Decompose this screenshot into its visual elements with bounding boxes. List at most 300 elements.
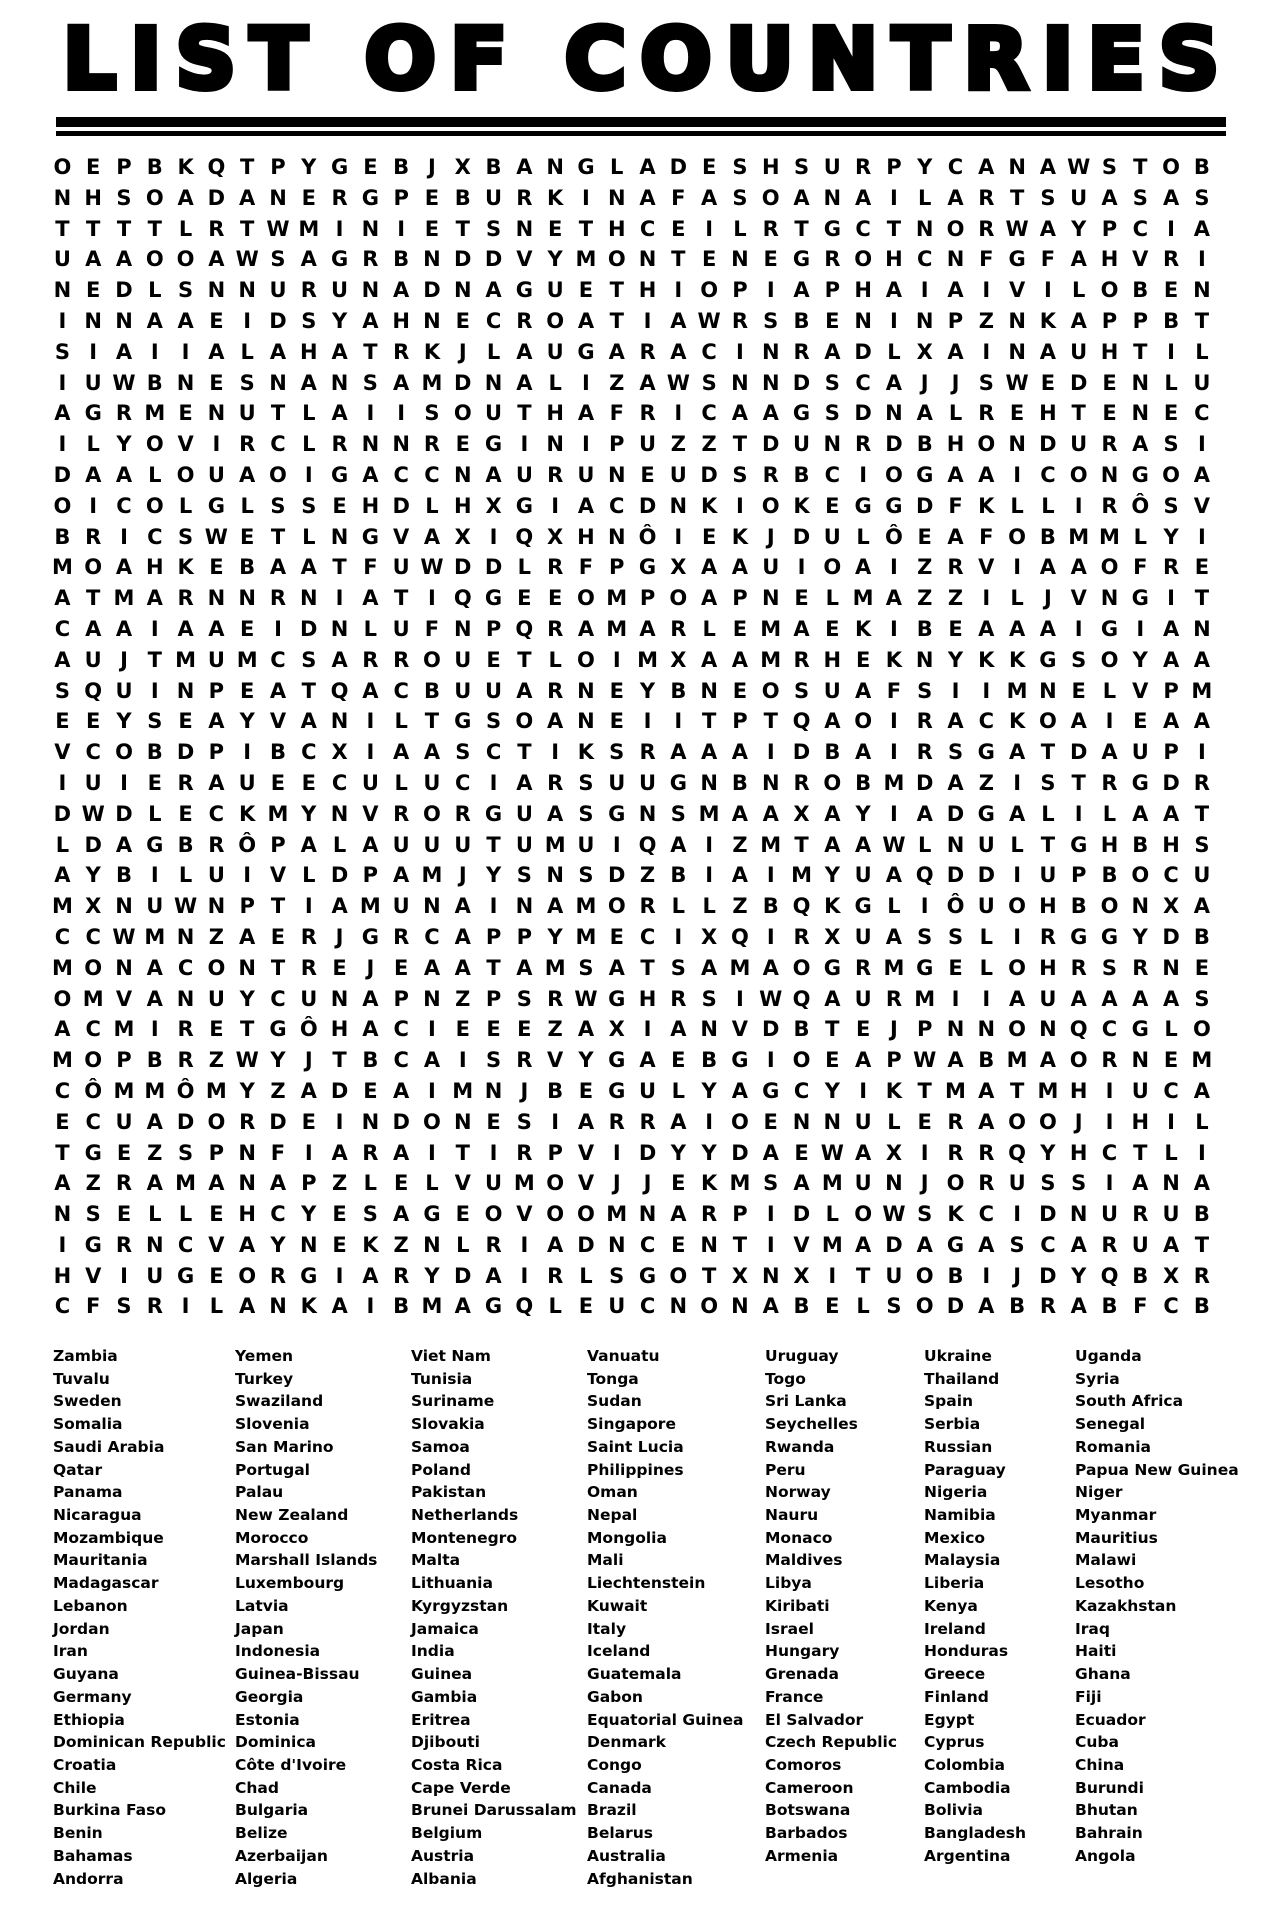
- grid-cell: E: [640, 462, 655, 487]
- word-list-item: Comoros: [765, 1755, 842, 1774]
- grid-cell: F: [86, 1294, 101, 1319]
- grid-cell: N: [700, 1232, 718, 1257]
- word-list-item: Rwanda: [765, 1437, 835, 1456]
- grid-cell: I: [150, 339, 159, 364]
- grid-cell: H: [1131, 1109, 1150, 1134]
- grid-cell: T: [517, 401, 532, 426]
- grid-cell: A: [978, 1294, 995, 1319]
- grid-cell: P: [208, 678, 225, 703]
- word-list-item: Myanmar: [1075, 1506, 1157, 1525]
- grid-cell: U: [1131, 1232, 1149, 1257]
- grid-cell: R: [947, 1109, 964, 1134]
- grid-cell: B: [670, 863, 687, 888]
- grid-cell: N: [546, 155, 564, 179]
- grid-cell: A: [1101, 986, 1118, 1011]
- grid-cell: S: [1071, 1171, 1087, 1196]
- grid-cell: A: [54, 863, 71, 888]
- grid-cell: E: [393, 1171, 409, 1196]
- grid-cell: A: [854, 740, 872, 765]
- grid-cell: A: [793, 616, 810, 641]
- grid-cell: Q: [792, 986, 811, 1011]
- grid-cell: M: [421, 1294, 443, 1319]
- word-list-item: Gabon: [587, 1687, 643, 1706]
- grid-cell: U: [485, 401, 503, 426]
- word-list-item: Paraguay: [924, 1460, 1006, 1479]
- grid-cell: A: [85, 462, 102, 487]
- grid-cell: I: [797, 555, 806, 580]
- grid-cell: G: [515, 278, 533, 303]
- grid-cell: O: [546, 1202, 565, 1227]
- grid-cell: O: [1069, 462, 1088, 487]
- grid-cell: R: [978, 216, 995, 241]
- grid-cell: R: [885, 986, 902, 1011]
- grid-cell: F: [363, 555, 378, 580]
- grid-cell: R: [146, 1294, 163, 1319]
- grid-cell: T: [640, 955, 655, 980]
- grid-cell: I: [920, 278, 929, 303]
- grid-cell: J: [304, 1048, 313, 1073]
- grid-cell: H: [638, 278, 657, 303]
- grid-cell: L: [825, 1202, 840, 1227]
- grid-cell: I: [1197, 1140, 1206, 1165]
- grid-cell: A: [854, 1232, 872, 1257]
- grid-cell: O: [453, 401, 472, 426]
- grid-cell: P: [362, 863, 379, 888]
- grid-row: [47, 244, 1217, 275]
- grid-row: [47, 922, 1217, 953]
- grid-cell: O: [1131, 863, 1150, 888]
- word-list-item: Afghanistan: [587, 1869, 693, 1888]
- grid-cell: X: [670, 647, 687, 672]
- grid-cell: S: [1101, 955, 1118, 980]
- grid-cell: I: [643, 709, 652, 734]
- grid-cell: C: [270, 432, 286, 457]
- grid-cell: D: [762, 432, 780, 457]
- grid-cell: C: [947, 155, 964, 179]
- grid-cell: C: [639, 924, 656, 949]
- grid-cell: P: [208, 740, 225, 765]
- word-list-item: Australia: [587, 1846, 666, 1865]
- grid-cell: Y: [239, 709, 255, 734]
- grid-cell: L: [148, 462, 162, 487]
- grid-cell: U: [84, 647, 102, 672]
- grid-cell: C: [855, 370, 871, 395]
- grid-cell: R: [300, 278, 317, 303]
- grid-cell: N: [423, 894, 441, 919]
- grid-cell: N: [238, 1171, 256, 1196]
- grid-cell: C: [177, 955, 194, 980]
- grid-cell: A: [854, 832, 872, 857]
- grid-cell: I: [890, 308, 898, 333]
- grid-cell: I: [212, 432, 221, 457]
- grid-cell: P: [301, 1171, 317, 1196]
- grid-cell: C: [917, 247, 933, 272]
- grid-cell: C: [301, 740, 317, 765]
- grid-cell: Y: [1040, 1140, 1056, 1165]
- grid-cell: U: [485, 678, 503, 703]
- grid-cell: U: [608, 1294, 626, 1319]
- word-list-item: Hungary: [765, 1642, 840, 1661]
- grid-cell: I: [58, 308, 67, 333]
- word-column: [924, 1345, 1026, 1868]
- grid-cell: I: [1197, 524, 1206, 549]
- grid-cell: R: [85, 524, 102, 549]
- grid-cell: K: [793, 493, 810, 518]
- title-rule-thin: [56, 131, 1226, 136]
- grid-cell: I: [890, 555, 898, 580]
- grid-row: [47, 1138, 1217, 1169]
- grid-cell: N: [546, 863, 564, 888]
- grid-cell: L: [733, 216, 747, 241]
- grid-cell: E: [763, 1109, 778, 1134]
- grid-cell: S: [301, 493, 317, 518]
- grid-cell: P: [1101, 308, 1118, 333]
- grid-cell: D: [392, 1109, 410, 1134]
- grid-cell: T: [240, 155, 255, 179]
- word-list-item: Suriname: [411, 1392, 495, 1411]
- grid-cell: O: [915, 1294, 934, 1319]
- grid-cell: I: [859, 462, 868, 487]
- grid-cell: R: [516, 1140, 533, 1165]
- grid-cell: C: [393, 1048, 409, 1073]
- word-list-item: Jamaica: [411, 1619, 479, 1638]
- grid-cell: E: [486, 1017, 501, 1042]
- grid-cell: M: [852, 586, 874, 611]
- grid-cell: R: [362, 647, 379, 672]
- grid-row: [47, 645, 1217, 676]
- grid-row: [47, 583, 1217, 614]
- grid-cell: B: [1132, 278, 1149, 303]
- grid-cell: E: [486, 647, 501, 672]
- grid-cell: A: [916, 1232, 933, 1257]
- grid-cell: C: [85, 924, 101, 949]
- grid-cell: L: [579, 1263, 593, 1288]
- grid-cell: L: [148, 1202, 162, 1227]
- grid-cell: O: [1100, 894, 1119, 919]
- grid-row: [47, 737, 1217, 768]
- grid-cell: A: [1008, 986, 1026, 1011]
- grid-cell: Q: [453, 586, 472, 611]
- grid-cell: U: [361, 770, 379, 795]
- grid-cell: B: [1101, 1294, 1118, 1319]
- grid-cell: X: [608, 1017, 625, 1042]
- grid-cell: I: [766, 924, 775, 949]
- grid-cell: H: [577, 524, 595, 549]
- grid-cell: M: [945, 1078, 966, 1103]
- grid-cell: N: [53, 185, 72, 210]
- grid-cell: A: [300, 832, 317, 857]
- grid-cell: C: [639, 1294, 656, 1319]
- grid-cell: C: [54, 616, 71, 641]
- grid-cell: W: [174, 894, 198, 919]
- grid-cell: G: [84, 1232, 102, 1257]
- grid-cell: P: [886, 155, 902, 179]
- grid-cell: H: [453, 493, 472, 518]
- grid-cell: A: [423, 524, 441, 549]
- grid-cell: C: [639, 216, 656, 241]
- grid-cell: S: [301, 308, 317, 333]
- grid-cell: I: [766, 1232, 775, 1257]
- word-list-item: Nauru: [765, 1506, 819, 1525]
- word-list-item: Syria: [1075, 1369, 1120, 1388]
- grid-cell: W: [204, 524, 228, 549]
- grid-cell: E: [825, 616, 840, 641]
- grid-cell: L: [517, 555, 532, 580]
- grid-cell: N: [1039, 678, 1057, 703]
- grid-cell: A: [362, 986, 379, 1011]
- grid-cell: C: [116, 493, 132, 518]
- grid-cell: P: [116, 155, 132, 179]
- grid-cell: U: [669, 462, 687, 487]
- grid-cell: I: [1197, 432, 1206, 457]
- grid-cell: H: [238, 1202, 256, 1227]
- word-list-item: Iraq: [1075, 1619, 1110, 1638]
- grid-cell: R: [639, 339, 656, 364]
- grid-cell: I: [335, 586, 344, 611]
- grid-cell: C: [393, 462, 409, 487]
- grid-cell: X: [485, 493, 502, 518]
- grid-cell: E: [794, 1140, 809, 1165]
- grid-cell: N: [823, 432, 842, 457]
- grid-cell: A: [639, 185, 656, 210]
- grid-cell: A: [208, 247, 225, 272]
- grid-cell: N: [761, 370, 780, 395]
- grid-cell: I: [982, 986, 991, 1011]
- grid-cell: I: [1074, 801, 1083, 826]
- grid-cell: U: [300, 986, 318, 1011]
- grid-cell: I: [705, 863, 714, 888]
- grid-cell: N: [946, 832, 965, 857]
- grid-cell: S: [1101, 155, 1118, 179]
- word-list-item: Algeria: [235, 1869, 298, 1888]
- grid-cell: L: [671, 1078, 686, 1103]
- grid-cell: A: [146, 986, 163, 1011]
- grid-cell: S: [485, 216, 502, 241]
- grid-cell: A: [1193, 462, 1211, 487]
- word-list-item: Tuvalu: [53, 1369, 110, 1388]
- grid-cell: D: [484, 247, 503, 272]
- grid-cell: E: [1009, 401, 1025, 426]
- grid-cell: N: [453, 616, 472, 641]
- grid-cell: E: [209, 1202, 224, 1227]
- grid-cell: D: [915, 493, 934, 518]
- grid-cell: A: [701, 555, 718, 580]
- grid-cell: E: [855, 1017, 871, 1042]
- grid-cell: A: [300, 370, 317, 395]
- grid-cell: T: [732, 432, 748, 457]
- word-list-item: Singapore: [587, 1415, 676, 1434]
- grid-cell: G: [515, 493, 533, 518]
- grid-cell: E: [732, 678, 748, 703]
- grid-cell: D: [885, 432, 903, 457]
- title-rule-thick: [56, 117, 1226, 127]
- grid-cell: M: [175, 647, 197, 672]
- grid-cell: A: [146, 1109, 163, 1134]
- grid-cell: R: [177, 770, 194, 795]
- grid-cell: P: [609, 555, 625, 580]
- grid-cell: I: [489, 1140, 498, 1165]
- grid-cell: Q: [1069, 1017, 1088, 1042]
- grid-cell: B: [115, 863, 132, 888]
- grid-cell: B: [793, 1017, 810, 1042]
- grid-cell: O: [761, 493, 780, 518]
- grid-cell: L: [1195, 1109, 1209, 1134]
- grid-cell: T: [1133, 155, 1148, 179]
- grid-cell: S: [1009, 1232, 1025, 1257]
- grid-cell: A: [1070, 555, 1087, 580]
- grid-cell: L: [1164, 1017, 1178, 1042]
- grid-cell: O: [854, 1202, 873, 1227]
- grid-cell: E: [86, 155, 101, 179]
- grid-cell: N: [607, 1232, 626, 1257]
- grid-cell: N: [1131, 370, 1150, 395]
- grid-cell: R: [393, 647, 410, 672]
- grid-cell: U: [392, 832, 410, 857]
- grid-cell: Y: [301, 1202, 317, 1227]
- grid-cell: Q: [515, 1294, 534, 1319]
- grid-cell: F: [671, 185, 686, 210]
- grid-cell: U: [207, 986, 225, 1011]
- word-list-item: Tunisia: [411, 1369, 473, 1388]
- grid-cell: M: [144, 401, 166, 426]
- grid-cell: B: [146, 1048, 163, 1073]
- grid-cell: D: [608, 863, 626, 888]
- word-list-item: Bangladesh: [924, 1824, 1027, 1843]
- grid-cell: U: [515, 462, 533, 487]
- grid-cell: A: [701, 647, 718, 672]
- grid-cell: I: [643, 1017, 652, 1042]
- grid-cell: I: [736, 493, 744, 518]
- grid-cell: P: [1163, 678, 1179, 703]
- grid-cell: D: [700, 462, 718, 487]
- grid-cell: M: [51, 894, 73, 919]
- word-list-item: Niger: [1075, 1483, 1123, 1502]
- grid-cell: R: [208, 832, 225, 857]
- grid-cell: B: [1039, 524, 1056, 549]
- grid-cell: A: [331, 339, 348, 364]
- grid-cell: U: [823, 524, 841, 549]
- grid-cell: B: [762, 894, 779, 919]
- grid-cell: G: [608, 801, 626, 826]
- word-list-item: Bolivia: [924, 1801, 983, 1820]
- grid-cell: S: [516, 986, 532, 1011]
- grid-cell: A: [54, 1017, 71, 1042]
- grid-cell: Y: [824, 1078, 840, 1103]
- grid-cell: I: [920, 1140, 929, 1165]
- grid-cell: C: [639, 1232, 656, 1257]
- grid-cell: A: [85, 616, 102, 641]
- word-list-item: Andorra: [53, 1869, 124, 1888]
- grid-cell: J: [766, 524, 775, 549]
- grid-cell: S: [85, 1202, 101, 1227]
- grid-cell: A: [916, 401, 933, 426]
- grid-cell: T: [240, 1017, 255, 1042]
- grid-row: [47, 522, 1217, 553]
- grid-cell: A: [1039, 155, 1057, 179]
- grid-cell: R: [762, 462, 779, 487]
- grid-cell: U: [546, 278, 564, 303]
- grid-cell: N: [299, 586, 318, 611]
- grid-cell: R: [670, 986, 687, 1011]
- grid-cell: N: [792, 1109, 811, 1134]
- grid-cell: A: [516, 370, 533, 395]
- grid-cell: N: [854, 308, 872, 333]
- grid-cell: C: [485, 308, 502, 333]
- grid-cell: O: [946, 1171, 965, 1196]
- grid-cell: I: [489, 524, 498, 549]
- grid-cell: P: [270, 155, 286, 179]
- grid-cell: I: [520, 432, 529, 457]
- grid-cell: E: [948, 955, 963, 980]
- grid-cell: G: [84, 1140, 102, 1165]
- grid-cell: S: [1163, 493, 1179, 518]
- word-list-item: Belarus: [587, 1824, 654, 1843]
- grid-cell: G: [823, 955, 841, 980]
- grid-cell: D: [577, 1232, 595, 1257]
- grid-cell: R: [1039, 924, 1056, 949]
- grid-cell: C: [701, 339, 717, 364]
- grid-cell: D: [854, 339, 872, 364]
- grid-cell: L: [363, 616, 378, 641]
- grid-cell: N: [946, 1017, 965, 1042]
- grid-cell: M: [883, 955, 905, 980]
- grid-cell: I: [766, 278, 775, 303]
- grid-cell: R: [855, 955, 872, 980]
- grid-cell: I: [397, 216, 406, 241]
- grid-cell: O: [669, 586, 688, 611]
- grid-cell: A: [1070, 1294, 1087, 1319]
- word-list-item: Equatorial Guinea: [587, 1710, 744, 1729]
- grid-cell: J: [612, 1171, 621, 1196]
- grid-cell: R: [731, 308, 749, 333]
- grid-cell: W: [882, 1202, 906, 1227]
- grid-cell: P: [732, 278, 748, 303]
- grid-cell: E: [701, 247, 717, 272]
- grid-cell: E: [1102, 370, 1117, 395]
- grid-cell: N: [269, 1294, 287, 1319]
- grid-cell: U: [53, 247, 71, 272]
- grid-row: [47, 1168, 1217, 1199]
- word-list-item: Haiti: [1075, 1642, 1117, 1661]
- grid-cell: A: [947, 1048, 964, 1073]
- grid-cell: T: [1194, 308, 1210, 333]
- grid-cell: I: [674, 401, 683, 426]
- grid-cell: I: [766, 863, 775, 888]
- grid-cell: Q: [515, 616, 534, 641]
- grid-cell: O: [761, 185, 780, 210]
- grid-cell: U: [1070, 339, 1088, 364]
- grid-cell: I: [1105, 1171, 1114, 1196]
- grid-cell: L: [209, 1294, 224, 1319]
- grid-cell: N: [484, 370, 503, 395]
- grid-cell: I: [428, 1017, 436, 1042]
- grid-cell: R: [454, 801, 471, 826]
- grid-row: [47, 614, 1217, 645]
- grid-cell: E: [55, 1109, 70, 1134]
- grid-cell: R: [239, 432, 256, 457]
- grid-cell: R: [793, 924, 810, 949]
- grid-cell: M: [359, 894, 381, 919]
- grid-cell: N: [577, 709, 595, 734]
- grid-cell: A: [793, 1171, 810, 1196]
- grid-cell: C: [270, 1202, 286, 1227]
- grid-cell: O: [484, 1202, 503, 1227]
- grid-cell: B: [1132, 1263, 1149, 1288]
- grid-cell: S: [485, 709, 502, 734]
- grid-cell: J: [428, 155, 436, 179]
- grid-cell: H: [761, 155, 780, 179]
- grid-cell: R: [793, 647, 810, 672]
